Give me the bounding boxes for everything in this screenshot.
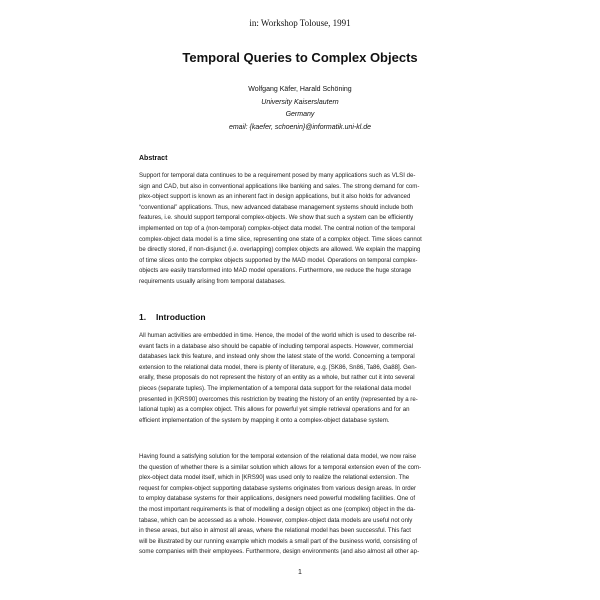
introduction-heading: [139, 312, 206, 322]
paragraph-line: databases lack this feature, and instead only show the latest state of the world. Concerning a temporal: [139, 353, 415, 361]
abstract-line: objects are easily transformed into MAD model operations. Furthermore, we reduce the huge storage: [139, 267, 412, 275]
abstract-line: sign and CAD, but also in conventional applications like banking and sales. The strong demand for com-: [139, 182, 420, 190]
introduction-paragraph-2: [139, 452, 463, 558]
abstract-body: [139, 171, 463, 288]
paragraph-line: some companies with their employees. Furthermore, design environments (and also almost all other ap-: [139, 548, 420, 556]
abstract-line: plex-object support is known as an inherent fact in design applications, but it also holds for advanced: [139, 193, 411, 201]
paragraph-line: All human activities are embedded in time. Hence, the model of the world which is used to describe rel-: [139, 332, 417, 339]
section-title: Introduction: [156, 312, 206, 322]
section-number: 1.: [139, 312, 147, 322]
paragraph-line: lational tuple) as a complex object. This allows for powerful yet simple retrieval operations and for an: [139, 406, 410, 414]
paragraph-line: in these areas, but also in almost all areas, where the relational model has been successful. This fact: [139, 527, 411, 535]
paragraph-line: the most important requirements is that of modelling a design object as one (complex) object in the da-: [139, 505, 416, 513]
abstract-line: implemented on top of a (non-temporal) complex-object data model. The central notion of the temporal: [139, 224, 415, 232]
paragraph-line: efficient implementation of the system by mapping it onto a complex-object database system.: [139, 416, 390, 424]
page-number: 1: [298, 569, 302, 576]
introduction-paragraph-1: [139, 331, 463, 426]
author-names: Wolfgang Käfer, Harald Schöning: [248, 86, 352, 93]
paragraph-line: extension to the relational data model, there is plenty of literature, e.g. [SK86, Sn86, Ta86, Ga88]. Gen-: [139, 363, 417, 371]
author-country: Germany: [285, 111, 315, 119]
paragraph-line: evant facts in a database also should be capable of including temporal aspects. However, commercial: [139, 342, 414, 350]
abstract-line: complex-object data model is a time slice, representing one state of a complex object. Time slices cannot: [139, 235, 422, 243]
paragraph-line: the question of whether there is a similar solution which allows for a temporal extension even of the com-: [139, 463, 422, 471]
paragraph-line: tabase, which can be accessed as a whole. However, complex-object data models are useful not only: [139, 516, 413, 524]
paragraph-line: Having found a satisfying solution for the temporal extension of the relational data model, we now raise: [139, 453, 417, 460]
venue-header: in: Workshop Tolouse, 1991: [249, 18, 351, 28]
author-email: email: {kaefer, schoenin}@informatik.uni-kl.de: [228, 124, 372, 132]
paragraph-line: plex-object data model itself, which in [KRS90] was used only to realize the relational extension. The: [139, 474, 410, 482]
abstract-line: Support for temporal data continues to be a requirement posed by many applications such as VLSI de-: [139, 172, 416, 179]
paper-title: Temporal Queries to Complex Objects: [182, 50, 418, 65]
author-block: [0, 84, 600, 135]
author-affiliation: University Kaiserslautern: [261, 98, 339, 106]
paragraph-line: pieces (separate tuples). The implementation of a temporal data support for the relational data model: [139, 384, 411, 392]
paragraph-line: presented in [KRS90] overcomes this restriction by treating the history of an entity (represented by a re-: [139, 395, 418, 403]
paragraph-line: to employ database systems for their applications, designers need powerful modelling facilities. One of: [139, 495, 416, 503]
abstract-line: of time slices onto the complex objects supported by the MAD model. Operations on temporal complex-: [139, 256, 418, 264]
abstract-line: “conventional” applications. Thus, new advanced database management systems should include both: [139, 203, 413, 211]
abstract-heading: Abstract: [139, 155, 168, 162]
paragraph-line: will be illustrated by our running example which models a small part of the business world, consisting of: [139, 537, 418, 545]
paragraph-line: request for complex-object supporting database systems originates from various design areas. In order: [139, 484, 417, 492]
paragraph-line: erally, these proposals do not represent the history of an entity as a whole, but rather cut it into several: [139, 374, 415, 382]
abstract-line: be directly stored, if non-disjunct (i.e. overlapping) complex objects are allowed. We explain the mapping: [139, 246, 421, 254]
abstract-line: requirements usually arising from temporal databases.: [139, 277, 286, 285]
abstract-line: features, i.e. should support temporal complex-objects. We show that such a system can be efficiently: [139, 214, 414, 222]
